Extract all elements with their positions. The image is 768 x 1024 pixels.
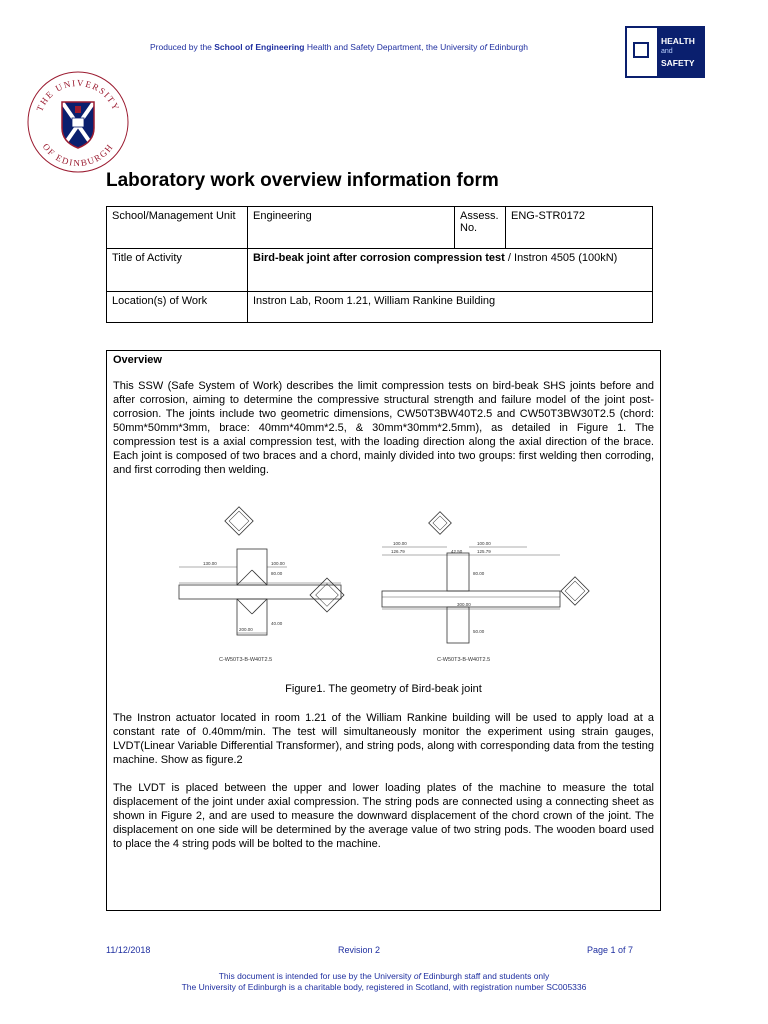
brace-right-top [447,553,469,591]
activity-rest: / Instron 4505 (100kN) [504,252,618,264]
assess-label: Assess. No. [455,207,506,249]
info-table [106,206,653,323]
dim-label: 40.00 [271,621,283,626]
dim-label: 100.00 [477,541,491,546]
figure-label-left: C-W50T3-B-W40T2.5 [219,657,273,663]
hs-line1: HEALTH [661,36,695,46]
footer-revision: Revision 2 [338,945,381,955]
chord-right [382,591,560,607]
dim-label: 100.00 [393,541,407,546]
page-title: Laboratory work overview information form [106,170,499,191]
produced-by-line [150,42,528,52]
note1-pre: This document is intended for use by the University [218,971,414,981]
produced-of: of [479,42,487,52]
chord-left [179,585,341,599]
footer-page-number: Page 1 of 7 [587,945,634,955]
produced-end: Edinburgh [486,42,528,52]
location-label: Location(s) of Work [107,292,248,323]
section-diamond [429,512,452,535]
activity-label: Title of Activity [107,249,248,292]
crest-ring-top: THE UNIVERSITY [34,77,122,113]
joint-geometry-figure [167,505,607,685]
overview-para3: The LVDT is placed between the upper and lower loading plates of the machine to measure the total displacement of the joint under axial compression. The string pods are connected using a connecting sheet as shown in Figure 2, and are used to measure the downward displacement of the chord crown of the joint. The displacement on one side will be determined by the average value of two string pods. The wooden board used to place the 4 string pods will be bolted to the machine. [113,782,654,850]
overview-box [106,350,661,911]
footer-date: 11/12/2018 [106,945,151,955]
hs-line2: and [661,48,673,55]
produced-pre: Produced by the [150,42,215,52]
dim-label: 300.00 [457,602,471,607]
brace-left-top [237,549,267,585]
activity-bold: Bird-beak joint after corrosion compression test [253,252,505,264]
footer-note-usage [0,971,768,981]
dim-label: 130.00 [203,561,217,566]
dim-label: 126.79 [391,549,405,554]
figure-label-right: C-W50T3-B-W40T2.5 [437,657,491,663]
activity-value [248,249,653,292]
unit-label: School/Management Unit [107,207,248,249]
crest-castle-icon [75,106,81,113]
footer-note-charity: The University of Edinburgh is a charitable body, registered in Scotland, with registration number SC005336 [181,982,587,992]
note1-of: of [413,971,421,981]
dim-label: 100.00 [271,561,285,566]
dim-label: 80.00 [473,571,485,576]
checkbox-tick-icon [633,42,649,58]
note1-end: Edinburgh staff and students only [420,971,550,981]
health-safety-logo [625,26,705,78]
produced-mid: Health and Safety Department, the University [304,42,480,52]
unit-value: Engineering [248,207,455,249]
brace-right-bottom [447,607,469,643]
overview-para1: This SSW (Safe System of Work) describes the limit compression tests on bird-beak SHS joints before and after corrosion, aiming to determine the compressive structural strength and failure model of the joint post-corrosion. The joints include two geometric dimensions, CW50T3BW40T2.5 and CW50T3BW30T2.5 (chord: 50mm*50mm*3mm, brace: 40mm*40mm*2.5, & 30mm*30mm*2.5mm), as detailed in Figure 1. The compression test is a axial compression test, with the loading direction along the axial direction of the brace. Each joint is composed of two braces and a chord, mainly divided into two groups: first welding then corroding, and first corroding then welding. [113,380,654,476]
overview-para2: The Instron actuator located in room 1.21 of the William Rankine building will be used to apply load at a constant rate of 0.40mm/min. The test will simultaneously monitor the experiment using strain gauges, LVDT(Linear Variable Differential Transformer), and string pods, along with corresponding data from the testing machine. Show as figure.2 [113,712,654,766]
dim-label: 200.00 [239,627,253,632]
dim-label: 125.79 [477,549,491,554]
crest-book-icon [72,118,84,127]
figure-caption: Figure1. The geometry of Bird-beak joint [285,683,482,695]
dim-label: 80.00 [271,571,283,576]
dim-label: 42.50 [451,549,463,554]
dim-label: 50.00 [473,629,485,634]
crest-ring-bottom: OF EDINBURGH [40,141,116,169]
university-crest-logo [26,70,130,174]
produced-school: School of Engineering [214,42,305,52]
hs-line3: SAFETY [661,58,695,68]
assess-value: ENG-STR0172 [506,207,653,249]
location-value: Instron Lab, Room 1.21, William Rankine Building [248,292,653,323]
overview-heading: Overview [113,354,162,366]
